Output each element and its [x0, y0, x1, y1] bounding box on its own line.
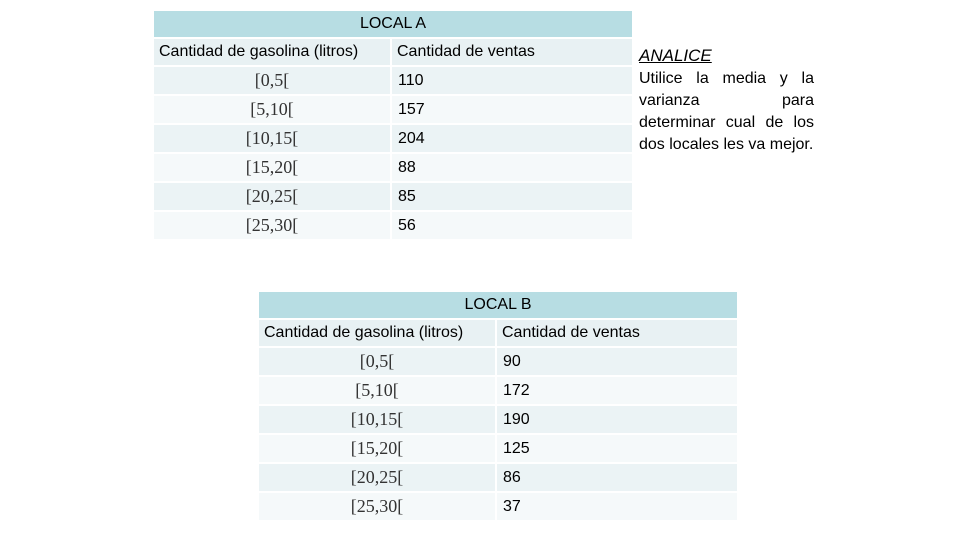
range-cell: [25,30[: [258, 492, 496, 521]
table-row: [258, 405, 738, 434]
range-cell: [20,25[: [258, 463, 496, 492]
table-row: [153, 95, 633, 124]
range-cell: [25,30[: [153, 211, 391, 240]
local-b-table: [257, 290, 739, 522]
sales-cell: 86: [496, 463, 738, 492]
local-a-table: [152, 9, 634, 241]
table-row: [153, 211, 633, 240]
sales-cell: 90: [496, 347, 738, 376]
sales-cell: 125: [496, 434, 738, 463]
table-row: [153, 153, 633, 182]
range-cell: [0,5[: [153, 66, 391, 95]
local-a-header-sales: Cantidad de ventas: [391, 38, 633, 66]
range-cell: [15,20[: [153, 153, 391, 182]
table-row: [153, 182, 633, 211]
range-cell: [0,5[: [258, 347, 496, 376]
range-cell: [10,15[: [153, 124, 391, 153]
range-cell: [15,20[: [258, 434, 496, 463]
local-a-title: LOCAL A: [153, 10, 633, 38]
range-cell: [5,10[: [258, 376, 496, 405]
sales-cell: 88: [391, 153, 633, 182]
table-row: [258, 492, 738, 521]
local-a-header-range: Cantidad de gasolina (litros): [153, 38, 391, 66]
range-cell: [5,10[: [153, 95, 391, 124]
sales-cell: 204: [391, 124, 633, 153]
sales-cell: 157: [391, 95, 633, 124]
note-heading: ANALICE: [639, 46, 712, 65]
sales-cell: 190: [496, 405, 738, 434]
sales-cell: 56: [391, 211, 633, 240]
sales-cell: 37: [496, 492, 738, 521]
local-b-title: LOCAL B: [258, 291, 738, 319]
local-b-header-range: Cantidad de gasolina (litros): [258, 319, 496, 347]
range-cell: [10,15[: [258, 405, 496, 434]
local-b-header-sales: Cantidad de ventas: [496, 319, 738, 347]
analysis-note: [639, 44, 814, 156]
table-row: [258, 434, 738, 463]
table-row: [258, 463, 738, 492]
table-row: [153, 66, 633, 95]
sales-cell: 110: [391, 66, 633, 95]
table-row: [153, 124, 633, 153]
range-cell: [20,25[: [153, 182, 391, 211]
sales-cell: 85: [391, 182, 633, 211]
sales-cell: 172: [496, 376, 738, 405]
table-row: [258, 347, 738, 376]
note-body: Utilice la media y la varianza para determinar cual de los dos locales les va mejor.: [639, 70, 814, 153]
table-row: [258, 376, 738, 405]
